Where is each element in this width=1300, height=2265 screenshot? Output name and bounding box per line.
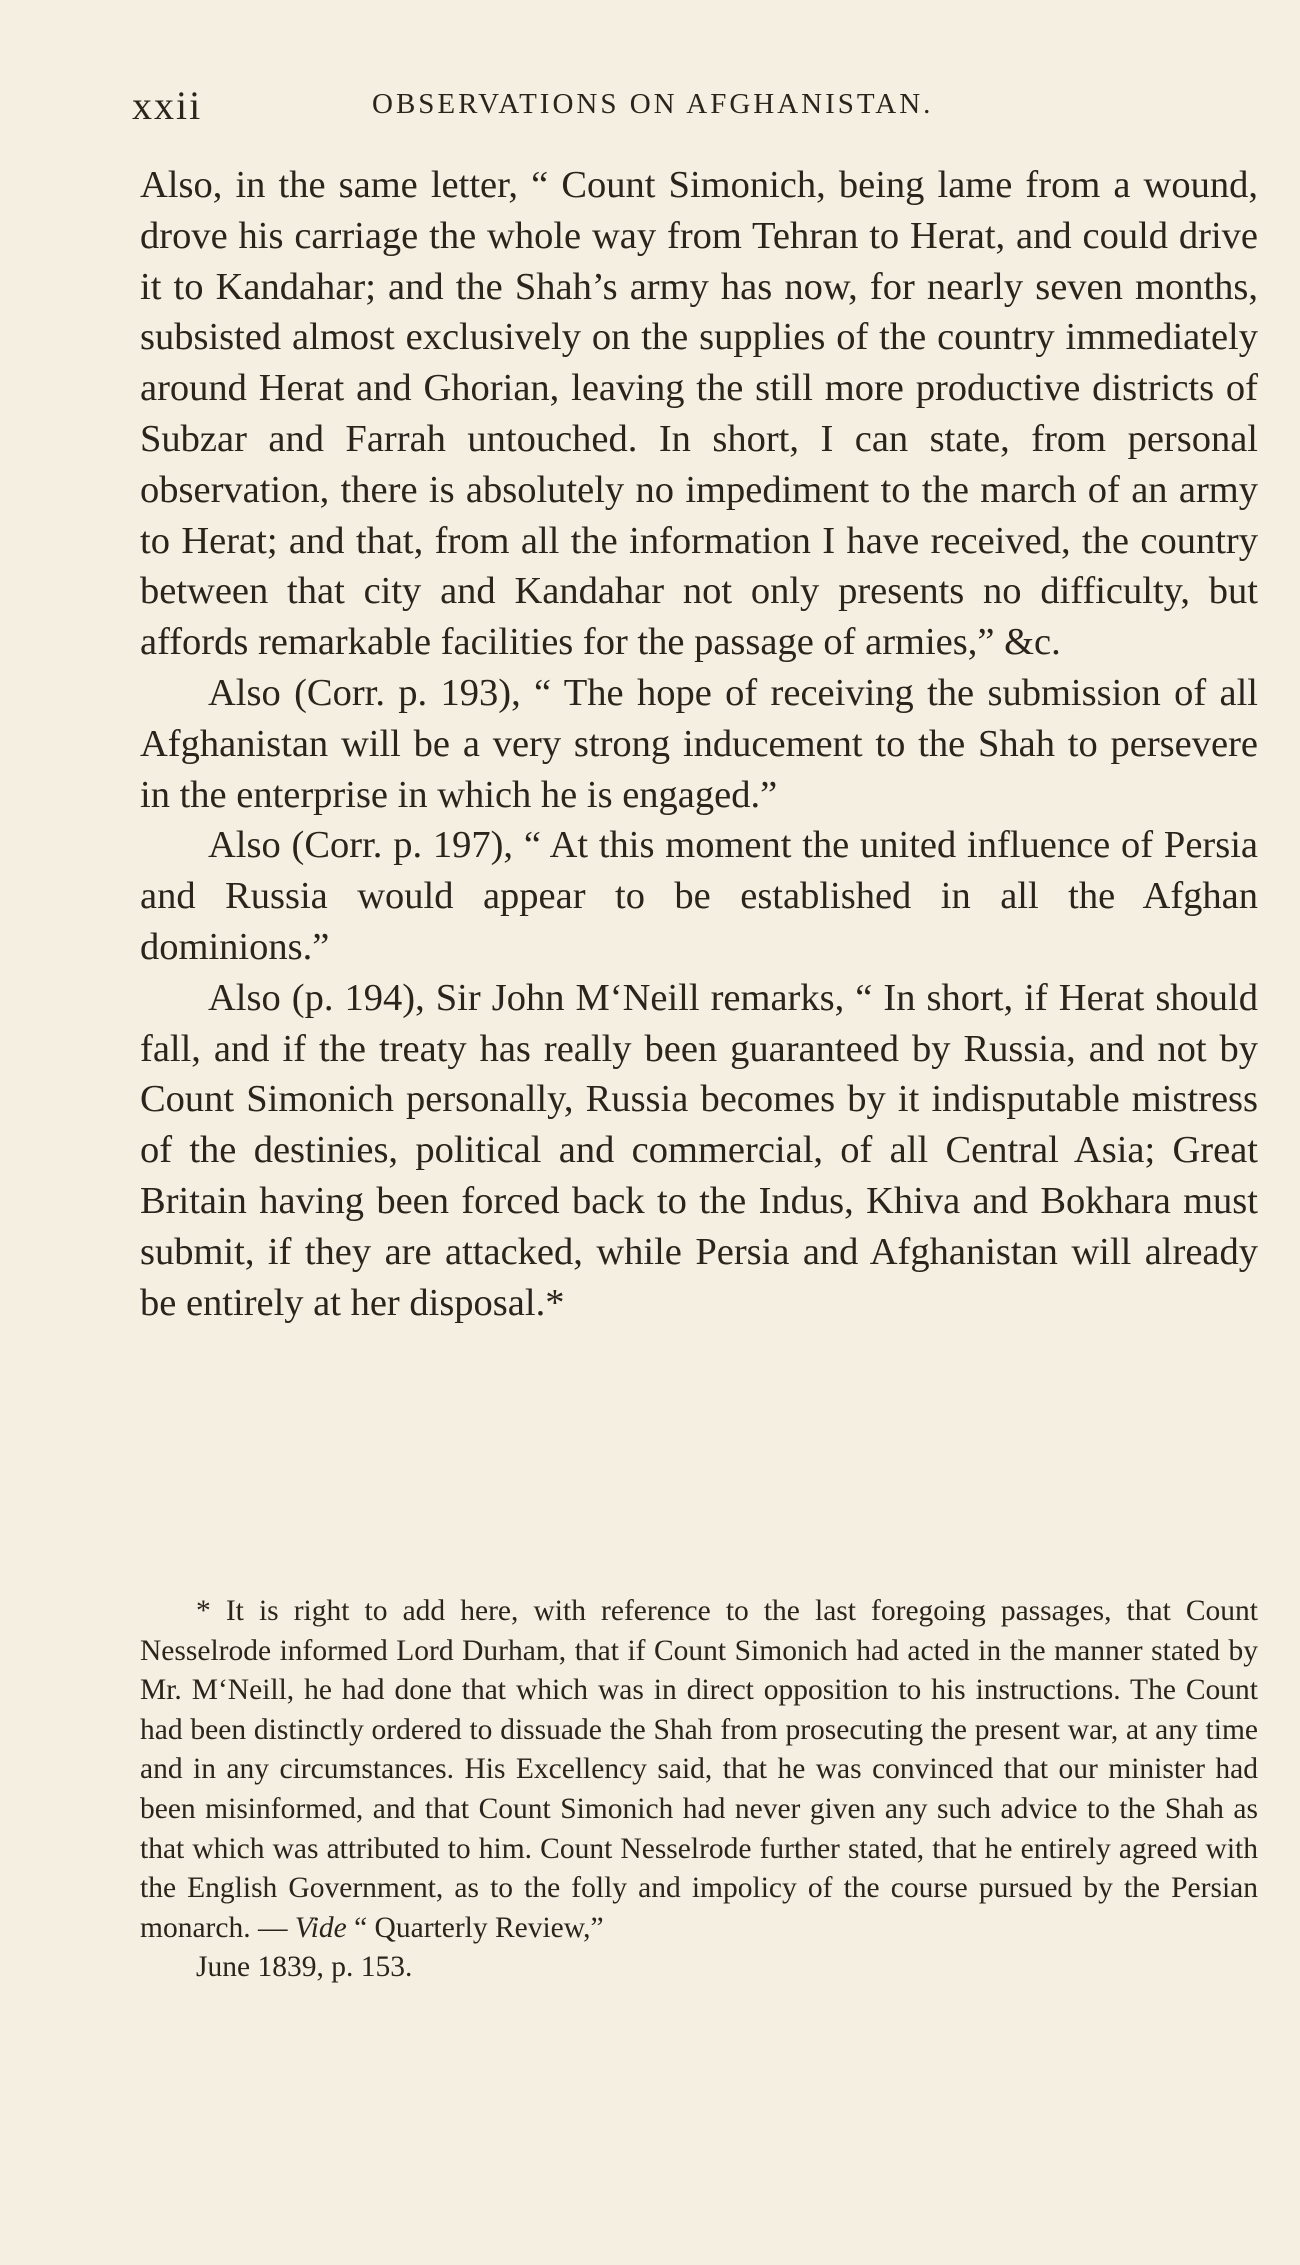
running-header: [132, 78, 1262, 138]
footnote-date: June 1839, p. 153.: [196, 1951, 413, 1984]
main-text: [140, 160, 1258, 1328]
paragraph-1: Also, in the same letter, “ Count Simonich, being lame from a wound, drove his carriage the whole way from Tehran to Herat, and could drive it to Kandahar; and the Shah’s army has now, for nearly seven months, subsisted almost exclusively on the supplies of the country immediately around Herat and Ghorian, leaving the still more productive districts of Subzar and Farrah untouched. In short, I can state, from personal observation, there is absolutely no impediment to the march of an army to Herat; and that, from all the information I have received, the country between that city and Kandahar not only presents no difficulty, but affords remarkable facilities for the passage of armies,” &c.: [140, 164, 1258, 664]
footnote-main: * It is right to add here, with reference to the last foregoing passages, that Count Nesselrode informed Lord Durham, that if Count Simonich had acted in the manner stated by Mr. M‘Neill, he had done that which was in direct opposition to his instructions. The Count had been distinctly ordered to dissuade the Shah from prosecuting the present war, at any time and in any circumstances. His Excellency said, that he was convinced that our minister had been misinformed, and that Count Simonich had never given any such advice to the Shah as that which was attributed to him. Count Nesselrode further stated, that he entirely agreed with the English Government, as to the folly and impolicy of the course pursued by the Persian monarch. —: [140, 1595, 1258, 1944]
footnote: [140, 1592, 1258, 1988]
running-title: OBSERVATIONS ON AFGHANISTAN.: [372, 88, 934, 120]
footnote-vide: Vide: [294, 1911, 347, 1944]
paragraph-2: Also (Corr. p. 193), “ The hope of receiving the submission of all Afghanistan will be a very strong inducement to the Shah to persevere in the enterprise in which he is engaged.”: [140, 671, 1258, 816]
footnote-text: [140, 1592, 1258, 1988]
footnote-citation: “ Quarterly Review,”: [354, 1911, 604, 1944]
paragraph-4: Also (p. 194), Sir John M‘Neill remarks, “ In short, if Herat should fall, and if the treaty has really been guaranteed by Russia, and not by Count Simonich personally, Russia becomes by it indisputable mistress of the destinies, political and commercial, of all Central Asia; Great Britain having been forced back to the Indus, Khiva and Bokhara must submit, if they are attacked, while Persia and Afghanistan will already be entirely at her disposal.*: [140, 976, 1258, 1324]
page-number: xxii: [132, 83, 203, 128]
paragraph-3: Also (Corr. p. 197), “ At this moment the united influence of Persia and Russia would appear to be established in all the Afghan dominions.”: [140, 824, 1258, 968]
